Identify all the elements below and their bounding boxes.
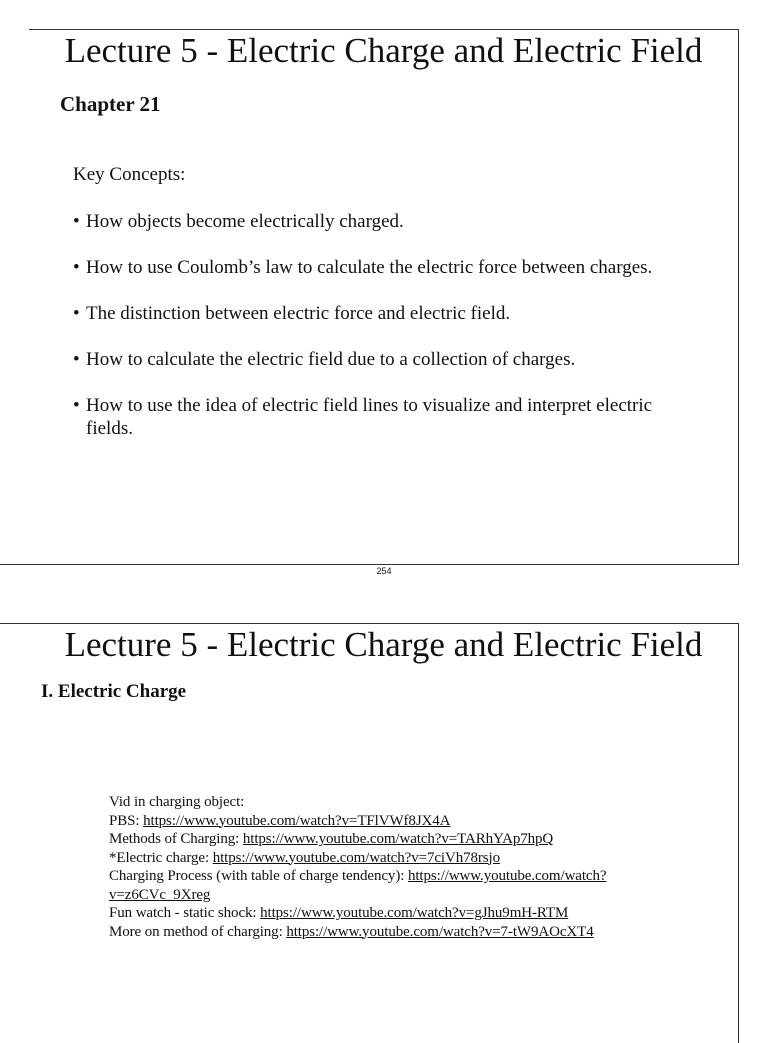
link-line <box>109 923 669 942</box>
video-link[interactable]: https://www.youtube.com/watch?v=TARhYAp7hpQ <box>242 831 554 847</box>
video-link[interactable]: https://www.youtube.com/watch?v=z6CVc_9Xreg <box>109 868 607 903</box>
chapter-heading: Chapter 21 <box>60 92 161 116</box>
key-concepts-list <box>73 210 673 463</box>
link-line <box>109 904 669 923</box>
bullet-item: • The distinction between electric force and electric field. <box>73 302 673 325</box>
links-intro: Vid in charging object: <box>109 794 245 810</box>
section-heading: I. Electric Charge <box>41 681 187 702</box>
link-label: *Electric charge: <box>109 849 213 866</box>
video-link[interactable]: https://www.youtube.com/watch?v=7ciVh78rsjo <box>212 849 501 866</box>
bullet-item: • How to use the idea of electric field lines to visualize and interpret electric fields. <box>73 394 673 440</box>
slide-title: Lecture 5 - Electric Charge and Electric Field <box>64 31 703 70</box>
link-line <box>109 849 669 868</box>
page-number: 254 <box>376 566 392 576</box>
video-link[interactable]: https://www.youtube.com/watch?v=gJhu9mH-RTM <box>260 905 569 921</box>
slide-2-top-rule <box>0 623 29 624</box>
bullet-item: • How to calculate the electric field due to a collection of charges. <box>73 348 673 371</box>
link-label: More on method of charging: <box>109 923 287 940</box>
link-label: Charging Process (with table of charge tendency): <box>109 868 408 884</box>
slide-1-base-rule <box>0 564 29 565</box>
bullet-item: • How to use Coulomb’s law to calculate the electric force between charges. <box>73 256 673 279</box>
link-label: Fun watch - static shock: <box>109 905 261 921</box>
link-line <box>109 830 669 849</box>
video-links-block <box>109 793 669 941</box>
link-line <box>109 867 669 904</box>
link-label: PBS: <box>109 812 144 829</box>
link-line <box>109 812 669 831</box>
slide-2 <box>29 623 739 1043</box>
video-link[interactable]: https://www.youtube.com/watch?v=TFlVWf8JX4A <box>143 812 451 829</box>
slide-1 <box>29 29 739 565</box>
video-link[interactable]: https://www.youtube.com/watch?v=7-tW9AOcXT4 <box>286 923 594 940</box>
slide-title: Lecture 5 - Electric Charge and Electric Field <box>64 625 703 664</box>
key-concepts-label: Key Concepts: <box>73 164 186 185</box>
link-label: Methods of Charging: <box>109 831 243 847</box>
bullet-item: • How objects become electrically charged. <box>73 210 673 233</box>
